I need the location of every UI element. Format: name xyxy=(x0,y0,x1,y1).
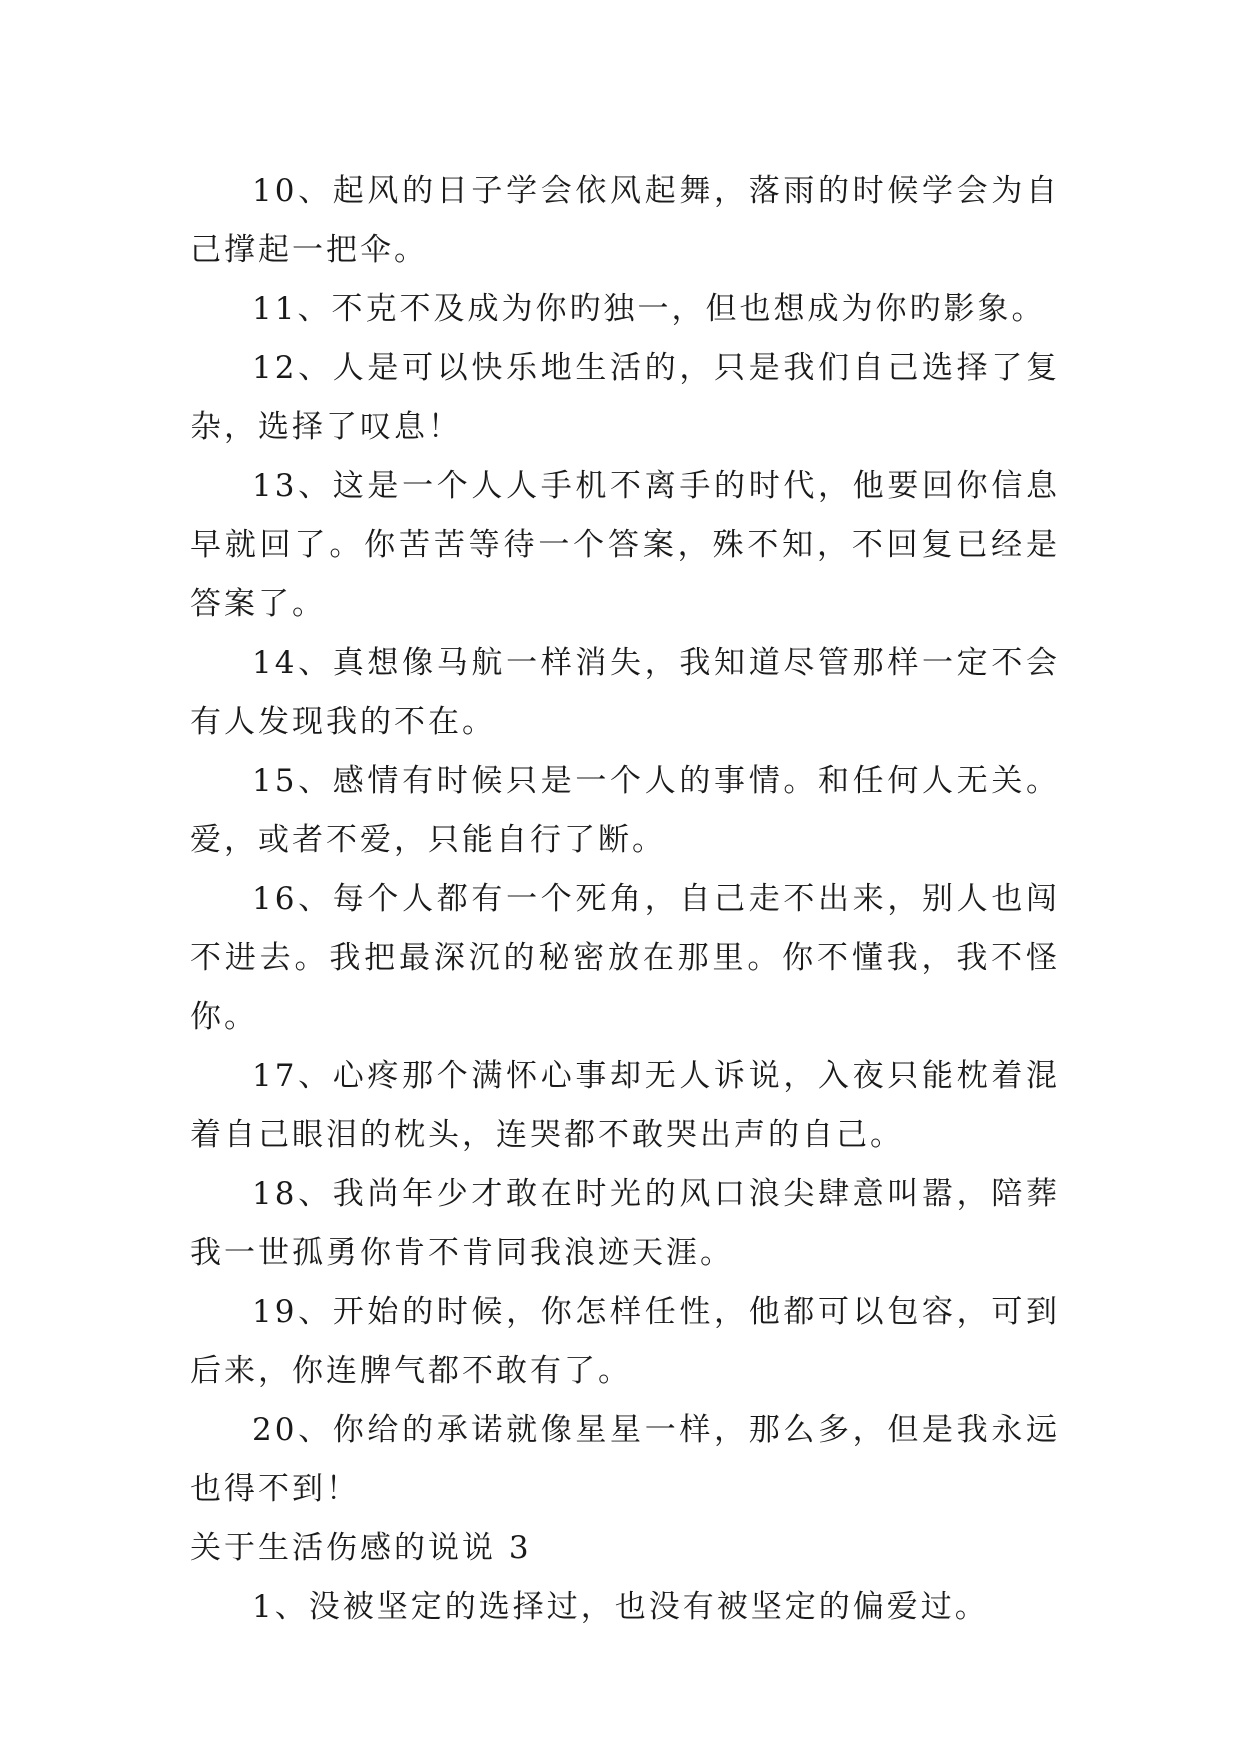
paragraph-15: 15、感情有时候只是一个人的事情。和任何人无关。爱，或者不爱，只能自行了断。 xyxy=(190,763,1060,858)
paragraph-1: 1、没被坚定的选择过，也没有被坚定的偏爱过。 xyxy=(252,1589,989,1625)
paragraph-13: 13、这是一个人人手机不离手的时代，他要回你信息早就回了。你苦苦等待一个答案，殊不知，不回复已经是答案了。 xyxy=(190,468,1060,622)
paragraph-16: 16、每个人都有一个死角，自己走不出来，别人也闯不进去。我把最深沉的秘密放在那里。你不懂我，我不怪你。 xyxy=(190,881,1060,1035)
section-heading: 关于生活伤感的说说 3 xyxy=(190,1530,532,1566)
paragraph-12: 12、人是可以快乐地生活的，只是我们自己选择了复杂，选择了叹息！ xyxy=(190,350,1060,445)
paragraph-10: 10、起风的日子学会依风起舞，落雨的时候学会为自己撑起一把伞。 xyxy=(190,173,1060,268)
paragraph-18: 18、我尚年少才敢在时光的风口浪尖肆意叫嚣，陪葬我一世孤勇你肯不肯同我浪迹天涯。 xyxy=(190,1176,1060,1271)
paragraph-19: 19、开始的时候，你怎样任性，他都可以包容，可到后来，你连脾气都不敢有了。 xyxy=(190,1294,1060,1389)
paragraph-11: 11、不克不及成为你旳独一，但也想成为你旳影象。 xyxy=(252,291,1046,327)
paragraph-14: 14、真想像马航一样消失，我知道尽管那样一定不会有人发现我的不在。 xyxy=(190,645,1060,740)
paragraph-20: 20、你给的承诺就像星星一样，那么多，但是我永远也得不到！ xyxy=(190,1412,1060,1507)
paragraph-17: 17、心疼那个满怀心事却无人诉说，入夜只能枕着混着自己眼泪的枕头，连哭都不敢哭出声的自己。 xyxy=(190,1058,1060,1153)
document-page xyxy=(190,162,1060,1637)
